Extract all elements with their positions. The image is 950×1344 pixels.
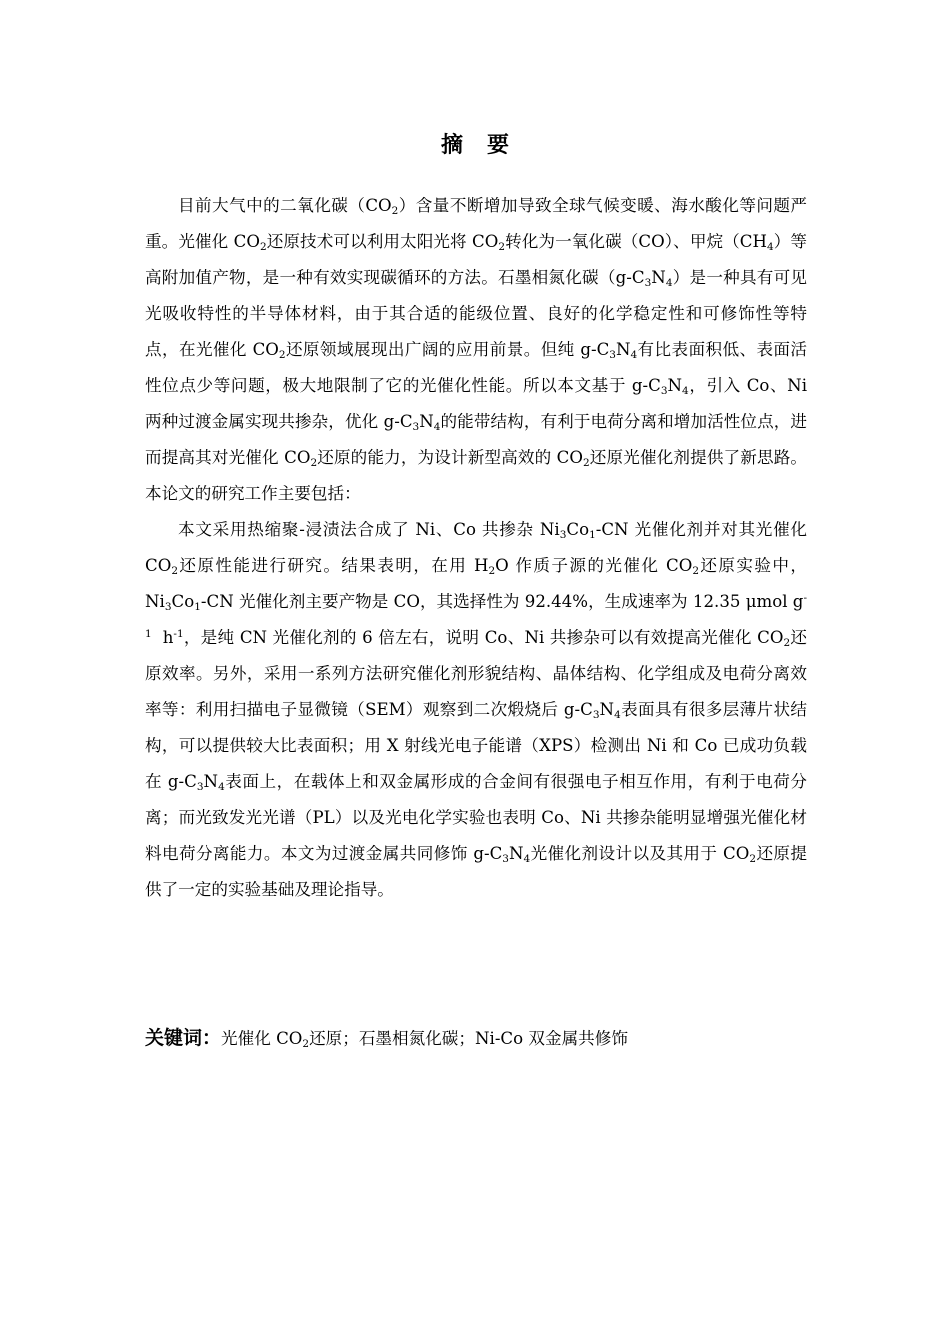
subscript: 4 (665, 277, 673, 289)
text-run: 还原技术可以利用太阳光将 CO (266, 232, 499, 251)
text-run: 转化为一氧化碳（CO）、甲烷（CH (505, 232, 767, 251)
subscript: 1 (589, 529, 596, 541)
abstract-paragraph-1 (145, 188, 807, 512)
text-run: ，引入 Co、Ni 两种过渡金属实现共掺杂，优化 g-C (145, 376, 807, 431)
text-run: 表面上，在载体上和双金属形成的合金间有很强电子相互作用，有利于电荷分离；而光致发光光谱（PL）以及光电化学实验也表明 Co、Ni 共掺杂能明显增强光催化材料电荷分离能力。本文为过渡金属共同修饰 g-C (145, 772, 807, 863)
subscript: 1 (194, 601, 201, 613)
subscript: 3 (660, 385, 668, 397)
text-run: N (419, 412, 434, 431)
text-run: 还原实验中，Ni (145, 556, 807, 611)
text-run: ）等高附加值产物，是一种有效实现碳循环的方法。石墨相氮化碳（g-C (145, 232, 808, 287)
text-run: 目前大气中的二氧化碳（CO (178, 196, 392, 215)
subscript: 2 (583, 457, 590, 469)
text-run: 还原性能进行研究。结果表明，在用 H (178, 556, 489, 575)
subscript: 3 (559, 529, 567, 541)
abstract-title (0, 128, 950, 159)
text-run: N (651, 268, 666, 287)
text-run: 还原的能力，为设计新型高效的 CO (317, 448, 583, 467)
subscript: 4 (433, 421, 441, 433)
subscript: 2 (259, 241, 267, 253)
subscript: 3 (196, 781, 204, 793)
subscript: 4 (614, 709, 621, 721)
subscript: 4 (523, 853, 531, 865)
superscript: -1 (173, 628, 184, 640)
text-run: 本文采用热缩聚-浸渍法合成了 Ni、Co 共掺杂 Ni (178, 520, 560, 539)
text-run: N (599, 700, 615, 719)
subscript: 3 (592, 709, 600, 721)
subscript: 3 (412, 421, 420, 433)
subscript: 4 (682, 385, 689, 397)
title-char: 摘 (440, 133, 463, 158)
subscript: 3 (164, 601, 172, 613)
text-run: 还原效率。另外，采用一系列方法研究催化剂形貌结构、晶体结构、化学组成及电荷分离效率等：利用扫描电子显微镜（SEM）观察到二次煅烧后 g-C (145, 628, 807, 719)
subscript: 4 (630, 349, 638, 361)
subscript: 2 (488, 565, 496, 577)
text-run: 的能带结构，有利于电荷分离和增加活性位点，进而提高其对光催化 CO (145, 412, 808, 467)
text-run: Co (566, 520, 590, 539)
text-run: 光催化剂设计以及其用于 CO (530, 844, 750, 863)
text-run: -CN 光催化剂主要产物是 CO，其选择性为 92.44%，生成速率为 12.35 μmol g (200, 592, 804, 611)
text-run: -CN 光催化剂并对其光催化 CO (145, 520, 807, 575)
text-run: 还原提供了一定的实验基础及理论指导。 (145, 844, 808, 899)
text-run: O 作质子源的光催化 CO (495, 556, 693, 575)
text-run: 还原领域展现出广阔的应用前景。但纯 g-C (285, 340, 610, 359)
subscript: 2 (749, 853, 757, 865)
subscript: 2 (498, 241, 506, 253)
subscript: 2 (171, 565, 178, 577)
title-char: 要 (487, 133, 510, 158)
subscript: 4 (766, 241, 774, 253)
abstract-body (145, 188, 807, 908)
subscript: 3 (644, 277, 652, 289)
text-run: ）含量不断增加导致全球气候变暖、海水酸化等问题严重。光催化 CO (145, 196, 807, 251)
subscript: 2 (302, 1038, 310, 1050)
text-run: N (508, 844, 524, 863)
text-run: N (203, 772, 219, 791)
subscript: 2 (278, 349, 286, 361)
text-run: ）是一种具有可见光吸收特性的半导体材料，由于其合适的能级位置、良好的化学稳定性和可修饰性等特点，在光催化 CO (145, 268, 807, 359)
text-run: Co (171, 592, 195, 611)
keywords-line (145, 1020, 807, 1057)
text-run: 光催化 CO (221, 1029, 303, 1048)
subscript: 4 (218, 781, 225, 793)
subscript: 2 (692, 565, 700, 577)
superscript: -1 (145, 592, 807, 640)
subscript: 2 (310, 457, 318, 469)
text-run: h (151, 628, 174, 647)
subscript: 2 (783, 637, 791, 649)
subscript: 3 (502, 853, 509, 865)
abstract-paragraph-2 (145, 512, 807, 908)
text-run: 还原光催化剂提供了新思路。本论文的研究工作主要包括： (145, 448, 808, 503)
subscript: 3 (609, 349, 616, 361)
keywords-label: 关键词： (145, 1027, 222, 1049)
text-run: N (615, 340, 631, 359)
text-run: 有比表面积低、表面活性位点少等问题，极大地限制了它的光催化性能。所以本文基于 g-C (145, 340, 808, 395)
text-run: ，是纯 CN 光催化剂的 6 倍左右，说明 Co、Ni 共掺杂可以有效提高光催化 CO (183, 628, 784, 647)
text-run: 还原；石墨相氮化碳；Ni-Co 双金属共修饰 (309, 1029, 628, 1048)
text-run: N (667, 376, 683, 395)
text-run: 表面具有很多层薄片状结构，可以提供较大比表面积；用 X 射线光电子能谱（XPS）检测出 Ni 和 Co 已成功负载在 g-C (145, 700, 807, 791)
subscript: 2 (391, 205, 399, 217)
